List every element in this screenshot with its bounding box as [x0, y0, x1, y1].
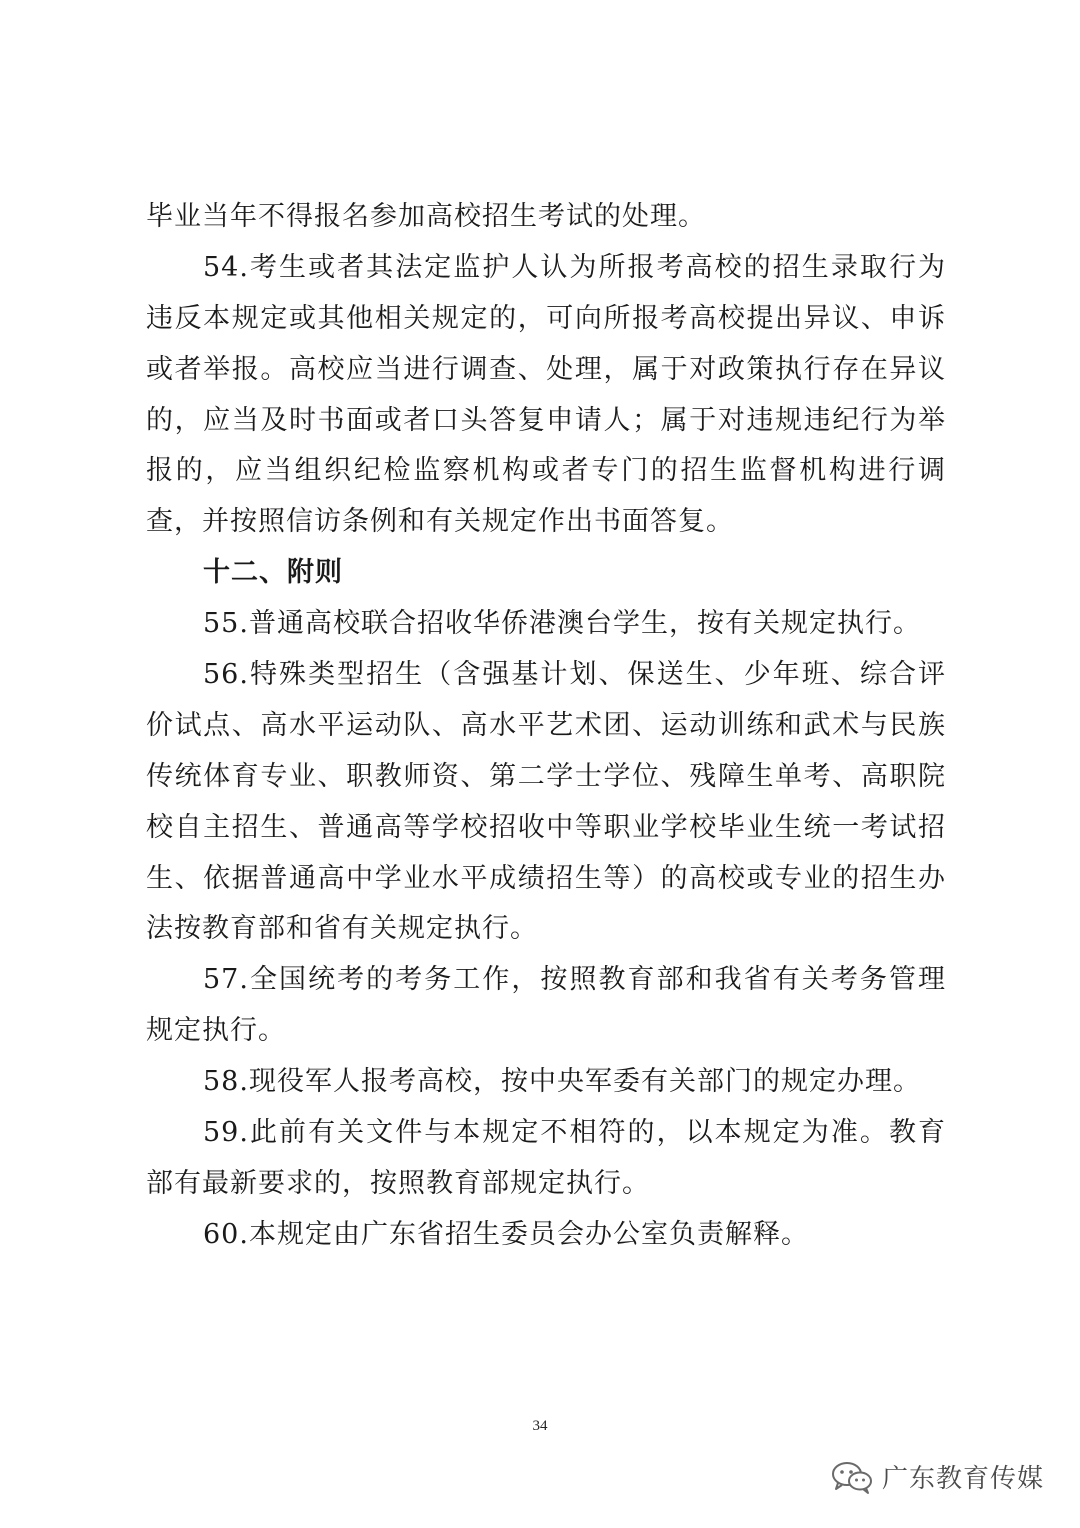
clause-57-line: 57.全国统考的考务工作，按照教育部和我省有关考务管理 — [203, 964, 946, 996]
text-line: 部有最新要求的，按照教育部规定执行。 — [146, 1167, 650, 1199]
clause-60-line: 60.本规定由广东省招生委员会办公室负责解释。 — [203, 1218, 809, 1250]
text-line: 校自主招生、普通高等学校招收中等职业学校毕业生统一考试招 — [146, 811, 946, 843]
clause-58-line: 58.现役军人报考高校，按中央军委有关部门的规定办理。 — [203, 1066, 921, 1098]
text-line: 生、依据普通高中学业水平成绩招生等）的高校或专业的招生办 — [146, 862, 946, 894]
text-line: 法按教育部和省有关规定执行。 — [146, 913, 538, 945]
watermark — [830, 1458, 1044, 1495]
text-line: 规定执行。 — [146, 1015, 286, 1047]
text-line: 毕业当年不得报名参加高校招生考试的处理。 — [146, 201, 706, 232]
text-line: 传统体育专业、职教师资、第二学士学位、残障生单考、高职院 — [146, 760, 946, 792]
clause-54-line: 54.考生或者其法定监护人认为所报考高校的招生录取行为 — [203, 251, 946, 283]
clause-55-line: 55.普通高校联合招收华侨港澳台学生，按有关规定执行。 — [203, 608, 921, 640]
text-line: 查，并按照信访条例和有关规定作出书面答复。 — [146, 506, 734, 538]
watermark-text: 广东教育传媒 — [881, 1464, 1044, 1494]
text-line: 违反本规定或其他相关规定的，可向所报考高校提出异议、申诉 — [146, 302, 946, 334]
clause-56-line: 56.特殊类型招生（含强基计划、保送生、少年班、综合评 — [203, 659, 946, 691]
page-number: 34 — [532, 1418, 548, 1434]
text-line: 价试点、高水平运动队、高水平艺术团、运动训练和武术与民族 — [146, 709, 946, 741]
text-line: 的，应当及时书面或者口头答复申请人；属于对违规违纪行为举 — [146, 404, 946, 436]
document-body — [146, 192, 946, 1261]
text-line: 或者举报。高校应当进行调查、处理，属于对政策执行存在异议 — [146, 353, 946, 385]
clause-59-line: 59.此前有关文件与本规定不相符的，以本规定为准。教育 — [203, 1117, 946, 1149]
wechat-icon — [830, 1459, 874, 1495]
text-line: 报的，应当组织纪检监察机构或者专门的招生监督机构进行调 — [146, 455, 946, 487]
section-heading: 十二、附则 — [203, 557, 343, 589]
